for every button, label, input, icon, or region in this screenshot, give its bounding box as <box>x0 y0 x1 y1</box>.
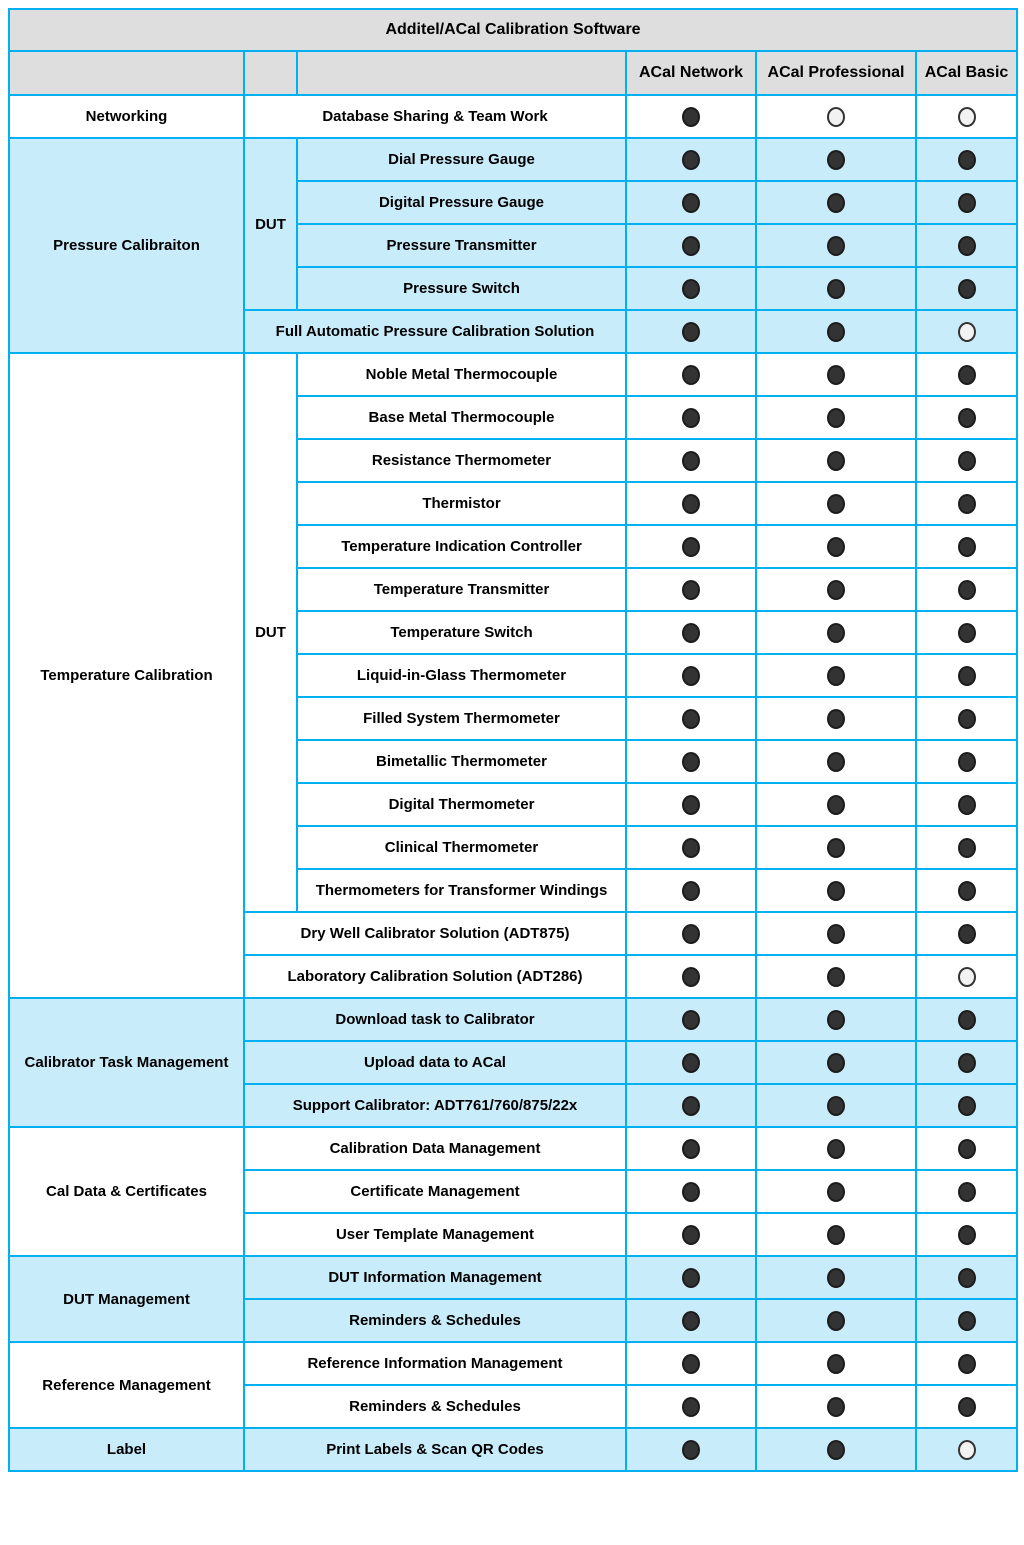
filled-circle-icon <box>827 150 845 170</box>
support-cell <box>916 1084 1017 1127</box>
feature-cell: Reminders & Schedules <box>244 1385 626 1428</box>
filled-circle-icon <box>682 709 700 729</box>
support-cell <box>756 1213 916 1256</box>
filled-circle-icon <box>827 709 845 729</box>
filled-circle-icon <box>958 1182 976 1202</box>
filled-circle-icon <box>682 1354 700 1374</box>
feature-cell: Reference Information Management <box>244 1342 626 1385</box>
filled-circle-icon <box>682 1139 700 1159</box>
feature-cell: Filled System Thermometer <box>297 697 626 740</box>
support-cell <box>626 955 756 998</box>
support-cell <box>756 353 916 396</box>
filled-circle-icon <box>958 236 976 256</box>
filled-circle-icon <box>827 1096 845 1116</box>
dut-group-cell: DUT <box>244 353 297 912</box>
filled-circle-icon <box>827 1010 845 1030</box>
support-cell <box>626 869 756 912</box>
column-header-acal-network: ACal Network <box>626 51 756 95</box>
support-cell <box>756 998 916 1041</box>
support-cell <box>756 267 916 310</box>
support-cell <box>756 95 916 138</box>
support-cell <box>626 95 756 138</box>
filled-circle-icon <box>958 1311 976 1331</box>
filled-circle-icon <box>958 1354 976 1374</box>
filled-circle-icon <box>827 1225 845 1245</box>
filled-circle-icon <box>958 365 976 385</box>
filled-circle-icon <box>827 1053 845 1073</box>
filled-circle-icon <box>682 666 700 686</box>
support-cell <box>626 1299 756 1342</box>
support-cell <box>626 568 756 611</box>
filled-circle-icon <box>827 666 845 686</box>
empty-circle-icon <box>958 107 976 127</box>
support-cell <box>916 310 1017 353</box>
empty-circle-icon <box>958 1440 976 1460</box>
filled-circle-icon <box>682 1225 700 1245</box>
support-cell <box>916 998 1017 1041</box>
filled-circle-icon <box>958 1268 976 1288</box>
filled-circle-icon <box>958 666 976 686</box>
support-cell <box>756 1256 916 1299</box>
support-cell <box>916 1170 1017 1213</box>
filled-circle-icon <box>682 838 700 858</box>
dut-group-cell: DUT <box>244 138 297 310</box>
filled-circle-icon <box>827 623 845 643</box>
support-cell <box>626 525 756 568</box>
filled-circle-icon <box>682 752 700 772</box>
feature-cell: Print Labels & Scan QR Codes <box>244 1428 626 1471</box>
filled-circle-icon <box>827 1354 845 1374</box>
support-cell <box>626 138 756 181</box>
support-cell <box>916 353 1017 396</box>
support-cell <box>626 482 756 525</box>
filled-circle-icon <box>827 881 845 901</box>
support-cell <box>756 1428 916 1471</box>
filled-circle-icon <box>827 1182 845 1202</box>
filled-circle-icon <box>827 279 845 299</box>
support-cell <box>626 181 756 224</box>
feature-cell: Thermistor <box>297 482 626 525</box>
support-cell <box>916 1127 1017 1170</box>
support-cell <box>916 740 1017 783</box>
filled-circle-icon <box>827 1311 845 1331</box>
filled-circle-icon <box>682 150 700 170</box>
support-cell <box>626 1041 756 1084</box>
support-cell <box>756 1084 916 1127</box>
filled-circle-icon <box>958 795 976 815</box>
feature-cell: Download task to Calibrator <box>244 998 626 1041</box>
support-cell <box>916 654 1017 697</box>
category-cell: Label <box>9 1428 244 1471</box>
support-cell <box>916 955 1017 998</box>
support-cell <box>756 783 916 826</box>
support-cell <box>626 826 756 869</box>
filled-circle-icon <box>958 924 976 944</box>
filled-circle-icon <box>827 924 845 944</box>
feature-header-cell <box>297 51 626 95</box>
filled-circle-icon <box>958 752 976 772</box>
support-cell <box>756 482 916 525</box>
feature-row <box>9 1256 1017 1299</box>
feature-row <box>9 353 1017 396</box>
support-cell <box>916 267 1017 310</box>
support-cell <box>626 1084 756 1127</box>
feature-cell: Full Automatic Pressure Calibration Solution <box>244 310 626 353</box>
filled-circle-icon <box>958 193 976 213</box>
filled-circle-icon <box>682 1311 700 1331</box>
empty-circle-icon <box>958 322 976 342</box>
filled-circle-icon <box>958 838 976 858</box>
feature-row <box>9 95 1017 138</box>
support-cell <box>626 310 756 353</box>
filled-circle-icon <box>827 1268 845 1288</box>
filled-circle-icon <box>958 1139 976 1159</box>
filled-circle-icon <box>682 924 700 944</box>
filled-circle-icon <box>682 107 700 127</box>
filled-circle-icon <box>682 1010 700 1030</box>
column-header-acal-basic: ACal Basic <box>916 51 1017 95</box>
category-cell: Temperature Calibration <box>9 353 244 998</box>
support-cell <box>756 568 916 611</box>
support-cell <box>756 869 916 912</box>
filled-circle-icon <box>958 279 976 299</box>
filled-circle-icon <box>958 623 976 643</box>
column-header-row <box>9 51 1017 95</box>
feature-cell: User Template Management <box>244 1213 626 1256</box>
feature-cell: Calibration Data Management <box>244 1127 626 1170</box>
filled-circle-icon <box>958 451 976 471</box>
filled-circle-icon <box>827 838 845 858</box>
filled-circle-icon <box>682 236 700 256</box>
support-cell <box>916 525 1017 568</box>
support-cell <box>756 396 916 439</box>
filled-circle-icon <box>827 967 845 987</box>
filled-circle-icon <box>682 795 700 815</box>
support-cell <box>756 826 916 869</box>
support-cell <box>626 1213 756 1256</box>
category-cell: Cal Data & Certificates <box>9 1127 244 1256</box>
filled-circle-icon <box>827 365 845 385</box>
filled-circle-icon <box>682 279 700 299</box>
support-cell <box>626 1342 756 1385</box>
feature-cell: Base Metal Thermocouple <box>297 396 626 439</box>
support-cell <box>916 1299 1017 1342</box>
support-cell <box>916 912 1017 955</box>
feature-cell: Pressure Transmitter <box>297 224 626 267</box>
support-cell <box>916 568 1017 611</box>
filled-circle-icon <box>827 1397 845 1417</box>
filled-circle-icon <box>958 537 976 557</box>
support-cell <box>626 1385 756 1428</box>
support-cell <box>916 783 1017 826</box>
support-cell <box>916 1428 1017 1471</box>
category-cell: Calibrator Task Management <box>9 998 244 1127</box>
support-cell <box>916 482 1017 525</box>
feature-cell: Certificate Management <box>244 1170 626 1213</box>
filled-circle-icon <box>827 537 845 557</box>
support-cell <box>626 267 756 310</box>
category-header-cell <box>9 51 244 95</box>
support-cell <box>626 783 756 826</box>
filled-circle-icon <box>958 1096 976 1116</box>
filled-circle-icon <box>682 451 700 471</box>
support-cell <box>626 998 756 1041</box>
feature-cell: Bimetallic Thermometer <box>297 740 626 783</box>
feature-cell: Thermometers for Transformer Windings <box>297 869 626 912</box>
support-cell <box>626 353 756 396</box>
support-cell <box>756 181 916 224</box>
support-cell <box>756 1041 916 1084</box>
support-cell <box>916 439 1017 482</box>
support-cell <box>756 1127 916 1170</box>
support-cell <box>756 697 916 740</box>
support-cell <box>916 224 1017 267</box>
support-cell <box>756 525 916 568</box>
feature-cell: Database Sharing & Team Work <box>244 95 626 138</box>
feature-cell: DUT Information Management <box>244 1256 626 1299</box>
support-cell <box>756 1385 916 1428</box>
filled-circle-icon <box>958 1225 976 1245</box>
support-cell <box>756 912 916 955</box>
filled-circle-icon <box>827 1440 845 1460</box>
table-body <box>9 95 1017 1471</box>
filled-circle-icon <box>827 752 845 772</box>
filled-circle-icon <box>682 623 700 643</box>
category-cell: Networking <box>9 95 244 138</box>
filled-circle-icon <box>958 881 976 901</box>
filled-circle-icon <box>682 1053 700 1073</box>
feature-cell: Upload data to ACal <box>244 1041 626 1084</box>
filled-circle-icon <box>682 537 700 557</box>
feature-comparison-table <box>8 8 1018 1472</box>
feature-cell: Clinical Thermometer <box>297 826 626 869</box>
filled-circle-icon <box>827 1139 845 1159</box>
filled-circle-icon <box>827 494 845 514</box>
feature-cell: Dial Pressure Gauge <box>297 138 626 181</box>
support-cell <box>916 826 1017 869</box>
feature-cell: Digital Pressure Gauge <box>297 181 626 224</box>
support-cell <box>756 224 916 267</box>
feature-cell: Pressure Switch <box>297 267 626 310</box>
feature-row <box>9 138 1017 181</box>
filled-circle-icon <box>682 1096 700 1116</box>
support-cell <box>756 955 916 998</box>
category-cell: DUT Management <box>9 1256 244 1342</box>
empty-circle-icon <box>958 967 976 987</box>
filled-circle-icon <box>958 408 976 428</box>
filled-circle-icon <box>827 193 845 213</box>
filled-circle-icon <box>682 1397 700 1417</box>
filled-circle-icon <box>682 967 700 987</box>
feature-cell: Resistance Thermometer <box>297 439 626 482</box>
feature-cell: Liquid-in-Glass Thermometer <box>297 654 626 697</box>
feature-cell: Temperature Switch <box>297 611 626 654</box>
support-cell <box>626 1428 756 1471</box>
support-cell <box>916 697 1017 740</box>
support-cell <box>916 611 1017 654</box>
feature-cell: Temperature Transmitter <box>297 568 626 611</box>
support-cell <box>916 1385 1017 1428</box>
filled-circle-icon <box>682 408 700 428</box>
category-cell: Pressure Calibraiton <box>9 138 244 353</box>
filled-circle-icon <box>682 494 700 514</box>
support-cell <box>916 869 1017 912</box>
column-header-acal-professional: ACal Professional <box>756 51 916 95</box>
feature-cell: Dry Well Calibrator Solution (ADT875) <box>244 912 626 955</box>
category-cell: Reference Management <box>9 1342 244 1428</box>
support-cell <box>626 912 756 955</box>
support-cell <box>916 95 1017 138</box>
empty-circle-icon <box>827 107 845 127</box>
filled-circle-icon <box>958 150 976 170</box>
support-cell <box>626 396 756 439</box>
filled-circle-icon <box>682 580 700 600</box>
feature-cell: Laboratory Calibration Solution (ADT286) <box>244 955 626 998</box>
subgroup-header-cell <box>244 51 297 95</box>
support-cell <box>756 654 916 697</box>
support-cell <box>916 181 1017 224</box>
support-cell <box>756 1299 916 1342</box>
support-cell <box>756 138 916 181</box>
filled-circle-icon <box>827 451 845 471</box>
filled-circle-icon <box>827 795 845 815</box>
support-cell <box>756 611 916 654</box>
support-cell <box>626 1127 756 1170</box>
support-cell <box>756 439 916 482</box>
feature-row <box>9 998 1017 1041</box>
filled-circle-icon <box>958 1053 976 1073</box>
support-cell <box>916 1342 1017 1385</box>
filled-circle-icon <box>682 193 700 213</box>
filled-circle-icon <box>682 1182 700 1202</box>
feature-cell: Noble Metal Thermocouple <box>297 353 626 396</box>
filled-circle-icon <box>682 365 700 385</box>
feature-row <box>9 1428 1017 1471</box>
support-cell <box>626 740 756 783</box>
support-cell <box>626 697 756 740</box>
feature-cell: Temperature Indication Controller <box>297 525 626 568</box>
support-cell <box>626 611 756 654</box>
feature-row <box>9 1127 1017 1170</box>
feature-cell: Reminders & Schedules <box>244 1299 626 1342</box>
support-cell <box>626 1256 756 1299</box>
feature-row <box>9 1342 1017 1385</box>
support-cell <box>916 396 1017 439</box>
filled-circle-icon <box>682 881 700 901</box>
filled-circle-icon <box>682 1268 700 1288</box>
filled-circle-icon <box>682 1440 700 1460</box>
support-cell <box>626 1170 756 1213</box>
filled-circle-icon <box>958 580 976 600</box>
filled-circle-icon <box>958 494 976 514</box>
filled-circle-icon <box>827 408 845 428</box>
support-cell <box>916 1213 1017 1256</box>
support-cell <box>626 224 756 267</box>
support-cell <box>916 1256 1017 1299</box>
filled-circle-icon <box>827 580 845 600</box>
filled-circle-icon <box>827 236 845 256</box>
filled-circle-icon <box>958 709 976 729</box>
filled-circle-icon <box>958 1397 976 1417</box>
support-cell <box>916 1041 1017 1084</box>
support-cell <box>756 1342 916 1385</box>
title-row <box>9 9 1017 51</box>
support-cell <box>626 654 756 697</box>
feature-cell: Support Calibrator: ADT761/760/875/22x <box>244 1084 626 1127</box>
support-cell <box>756 310 916 353</box>
filled-circle-icon <box>682 322 700 342</box>
filled-circle-icon <box>958 1010 976 1030</box>
feature-cell: Digital Thermometer <box>297 783 626 826</box>
support-cell <box>916 138 1017 181</box>
filled-circle-icon <box>827 322 845 342</box>
table-title: Additel/ACal Calibration Software <box>9 9 1017 51</box>
support-cell <box>756 740 916 783</box>
support-cell <box>756 1170 916 1213</box>
support-cell <box>626 439 756 482</box>
